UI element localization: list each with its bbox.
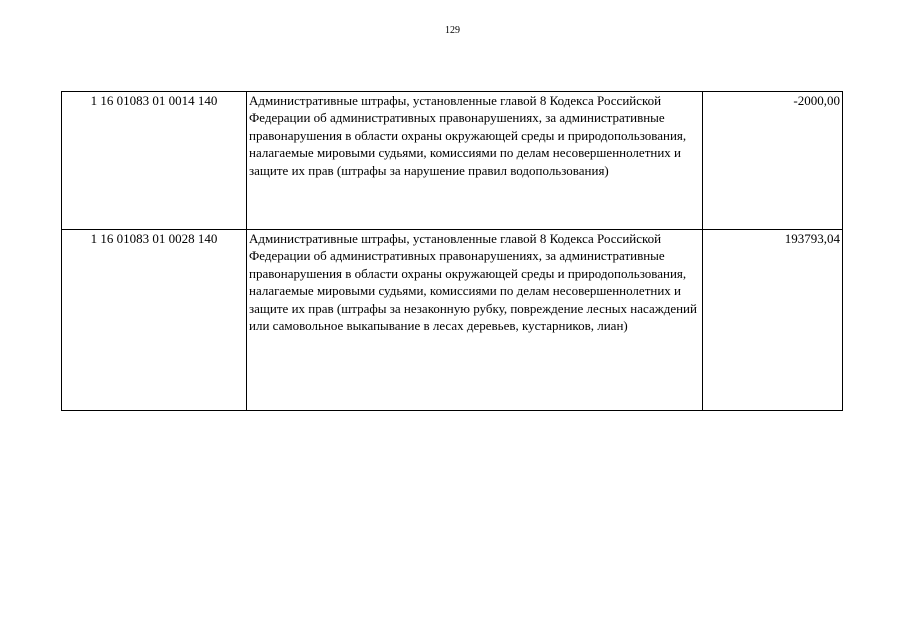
page-number: 129 — [445, 25, 460, 36]
amount-cell: -2000,00 — [703, 92, 843, 230]
table-row — [62, 230, 843, 411]
description-cell: Административные штрафы, установленные главой 8 Кодекса Российской Федерации об административных правонарушениях, за административные правонарушения в области охраны окружающей среды и природопользования, налагаемые мировыми судьями, комиссиями по делам несовершеннолетних и защите их прав (штрафы за нарушение правил водопользования) — [247, 92, 703, 230]
amount-cell: 193793,04 — [703, 230, 843, 411]
description-cell: Административные штрафы, установленные главой 8 Кодекса Российской Федерации об административных правонарушениях, за административные правонарушения в области охраны окружающей среды и природопользования, налагаемые мировыми судьями, комиссиями по делам несовершеннолетних и защите их прав (штрафы за незаконную рубку, повреждение лесных насаждений или самовольное выкапывание в лесах деревьев, кустарников, лиан) — [247, 230, 703, 411]
budget-code-cell: 1 16 01083 01 0028 140 — [62, 230, 247, 411]
budget-table — [61, 91, 843, 411]
budget-code-cell: 1 16 01083 01 0014 140 — [62, 92, 247, 230]
table-row — [62, 92, 843, 230]
